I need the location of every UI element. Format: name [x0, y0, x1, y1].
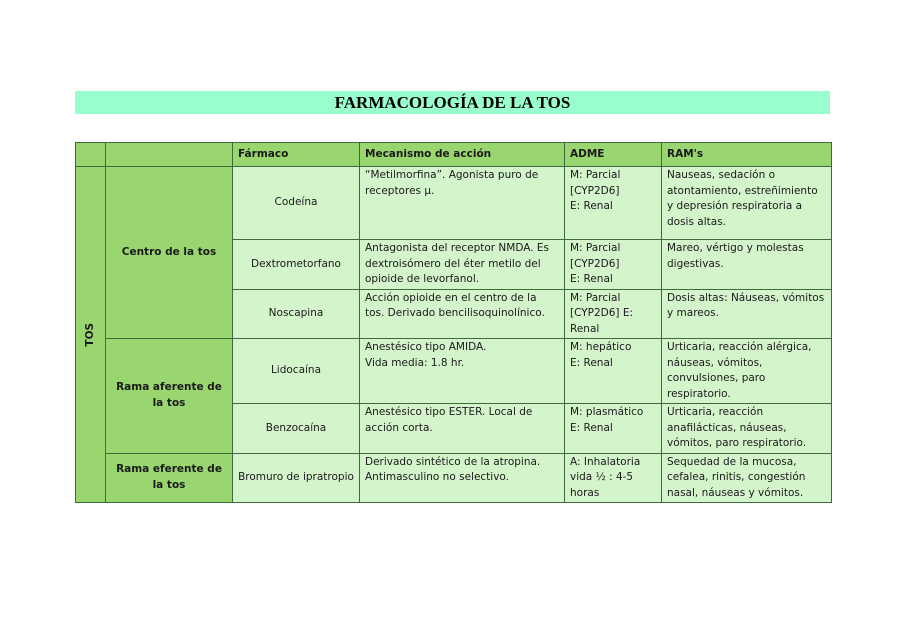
adme-line: M: plasmático	[570, 406, 644, 418]
adme-line: [CYP2D6] E:	[570, 307, 634, 319]
drug-name: Dextrometorfano	[233, 240, 360, 290]
header-empty-1	[76, 143, 106, 167]
header-farmaco: Fármaco	[233, 143, 360, 167]
rams-cell: Urticaria, reacción alérgica, náuseas, vómitos, convulsiones, paro respiratorio.	[662, 339, 832, 404]
rams-cell: Urticaria, reacción anafilácticas, náuseas, vómitos, paro respiratorio.	[662, 404, 832, 454]
drug-name: Codeína	[233, 167, 360, 240]
mechanism-cell: Anestésico tipo ESTER. Local de acción corta.	[360, 404, 565, 454]
rams-cell: Nauseas, sedación o atontamiento, estreñimiento y depresión respiratoria a dosis altas.	[662, 167, 832, 240]
table-row	[76, 453, 832, 503]
title-bar	[75, 91, 830, 114]
side-label-cell	[76, 167, 106, 503]
adme-line: M: Parcial	[570, 169, 621, 181]
drug-name: Bromuro de ipratropio	[233, 453, 360, 503]
adme-line: [CYP2D6]	[570, 184, 620, 197]
adme-cell	[565, 404, 662, 454]
adme-cell	[565, 167, 662, 240]
table-header-row	[76, 143, 832, 167]
rams-cell: Sequedad de la mucosa, cefalea, rinitis, congestión nasal, náuseas y vómitos.	[662, 453, 832, 503]
page-title: FARMACOLOGÍA DE LA TOS	[334, 93, 571, 112]
adme-cell: A: Inhalatoria vida ½ : 4-5 horas	[565, 453, 662, 503]
group-centro: Centro de la tos	[106, 167, 233, 339]
drug-name: Benzocaína	[233, 404, 360, 454]
mechanism-cell	[360, 339, 565, 404]
adme-line: E: Renal	[570, 356, 613, 369]
mechanism-line: Vida media: 1.8 hr.	[365, 356, 465, 369]
mechanism-cell: Derivado sintético de la atropina. Antimasculino no selectivo.	[360, 453, 565, 503]
adme-line: [CYP2D6]	[570, 257, 620, 270]
drug-name: Noscapina	[233, 289, 360, 339]
adme-line: M: Parcial	[570, 291, 621, 304]
adme-cell	[565, 289, 662, 339]
rams-cell: Mareo, vértigo y molestas digestivas.	[662, 240, 832, 290]
adme-line: Renal	[570, 322, 600, 335]
adme-line: E: Renal	[570, 273, 613, 285]
mechanism-cell: “Metilmorfina”. Agonista puro de receptores μ.	[360, 167, 565, 240]
adme-line: M: hepático	[570, 341, 632, 353]
table-row	[76, 167, 832, 240]
group-eferente: Rama eferente de la tos	[106, 453, 233, 503]
adme-cell	[565, 240, 662, 290]
group-aferente: Rama aferente de la tos	[106, 339, 233, 454]
pharmacology-table	[75, 142, 832, 503]
header-adme: ADME	[565, 143, 662, 167]
header-empty-2	[106, 143, 233, 167]
adme-line: E: Renal	[570, 200, 613, 212]
table-row	[76, 339, 832, 404]
adme-cell	[565, 339, 662, 404]
rams-cell: Dosis altas: Náuseas, vómitos y mareos.	[662, 289, 832, 339]
side-label: TOS	[83, 322, 96, 347]
mechanism-cell: Antagonista del receptor NMDA. Es dextroisómero del éter metilo del opioide de levorfanol.	[360, 240, 565, 290]
drug-name: Lidocaína	[233, 339, 360, 404]
adme-line: E: Renal	[570, 421, 613, 434]
header-rams: RAM's	[662, 143, 832, 167]
mechanism-cell: Acción opioide en el centro de la tos. Derivado bencilisoquinolínico.	[360, 289, 565, 339]
header-mecanismo: Mecanismo de acción	[360, 143, 565, 167]
adme-line: M: Parcial	[570, 242, 621, 254]
mechanism-line: Anestésico tipo AMIDA.	[365, 341, 487, 353]
